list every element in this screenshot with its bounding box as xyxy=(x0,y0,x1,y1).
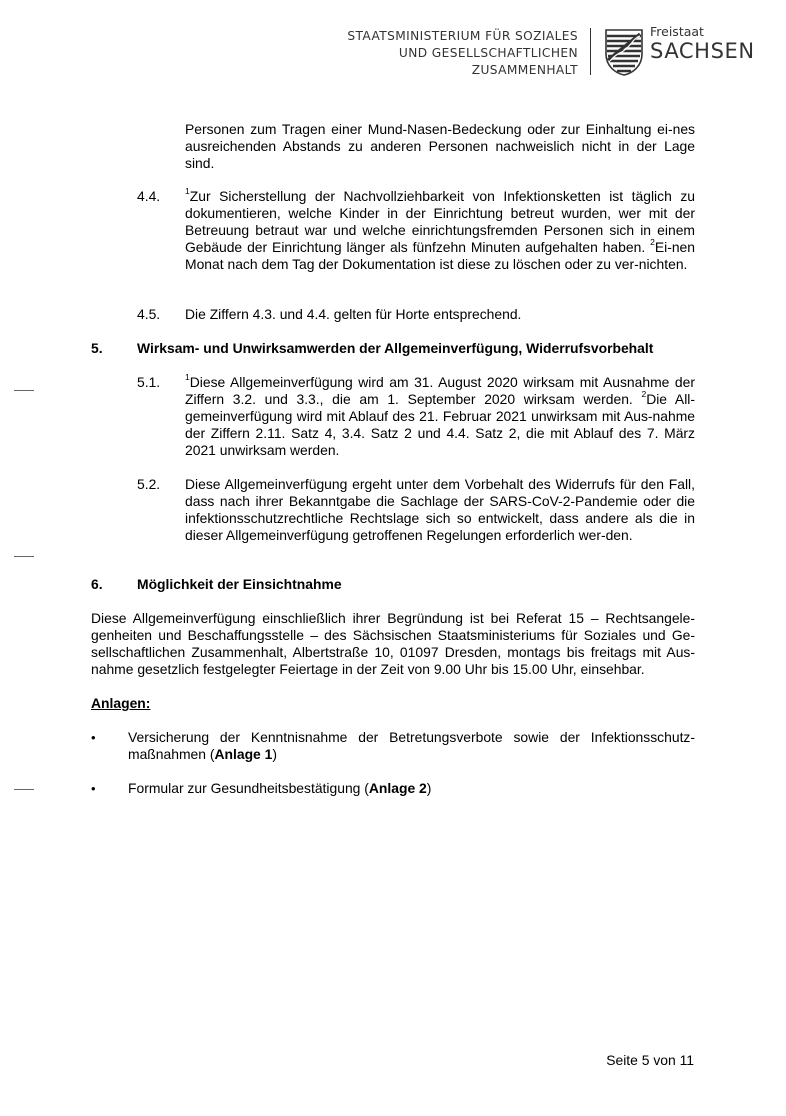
attachments-heading: Anlagen: xyxy=(91,695,151,711)
section-4-4-number: 4.4. xyxy=(137,188,161,204)
section-5-2-number: 5.2. xyxy=(137,476,161,492)
section-4-5-number: 4.5. xyxy=(137,306,161,322)
state-label-big: SACHSEN xyxy=(650,39,755,63)
fold-mark xyxy=(14,556,34,557)
sentence-marker: 1 xyxy=(185,186,190,197)
sentence-marker: 2 xyxy=(641,389,647,400)
ministry-name xyxy=(347,28,578,79)
section-5-1-sentence-1: Diese Allgemeinverfügung wird am 31. August 2020 wirksam mit Ausnahme der Ziffern 3.2. und 3.3., die am 1. September 2020 wirksam werden. xyxy=(185,374,695,407)
header-divider xyxy=(590,28,591,75)
section-5-2-text: Diese Allgemeinverfügung ergeht unter dem Vorbehalt des Widerrufs für den Fall, dass nach ihrer Bekanntgabe die Sachlage der SARS-CoV-2-Pandemie oder die infektionsschutzrechtliche Rechtslage sich so entwickelt, dass andere als die in dieser Allgemeinverfügung getroffenen Regelungen erforderlich wer-den. xyxy=(185,476,695,543)
ministry-line-2: UND GESELLSCHAFTLICHEN xyxy=(398,46,578,60)
sentence-marker: 1 xyxy=(185,372,190,383)
sentence-marker: 2 xyxy=(650,237,655,248)
page-number: Seite 5 von 11 xyxy=(606,1052,694,1068)
saxony-crest-icon xyxy=(604,28,644,76)
bullet-icon: • xyxy=(91,730,96,745)
attachment-item-1-label: Anlage 1 xyxy=(214,746,273,762)
attachment-item-1-text: Versicherung der Kenntnisnahme der Betretungsverbote sowie der Infektionsschutz-maßnahmen ( xyxy=(128,729,695,762)
ministry-line-3: ZUSAMMENHALT xyxy=(471,63,578,77)
attachment-item-1 xyxy=(128,729,695,763)
fold-mark xyxy=(14,390,34,391)
attachment-item-2 xyxy=(128,780,695,797)
ministry-line-1: STAATSMINISTERIUM FÜR SOZIALES xyxy=(347,29,578,43)
section-5-heading: Wirksam- und Unwirksamwerden der Allgemeinverfügung, Widerrufsvorbehalt xyxy=(137,340,654,356)
section-5-1-number: 5.1. xyxy=(137,374,161,390)
fold-mark xyxy=(14,789,34,790)
section-5-1-text xyxy=(185,374,695,459)
section-5-1-sentence-2: Die All-gemeinverfügung wird mit Ablauf des 21. Februar 2021 unwirksam mit Aus-nahme der Ziffern 2.11. Satz 4, 3.4. Satz 2 und 4.4. Satz 2, die mit Ablauf des 7. März 2021 unwirksam werden. xyxy=(185,391,695,458)
state-wordmark xyxy=(650,25,755,63)
section-6-body: Diese Allgemeinverfügung einschließlich ihrer Begründung ist bei Referat 15 – Rechtsangele-genheiten und Beschaffungsstelle – des Sächsischen Staatsministeriums für Soziales und Ge-sellschaftlichen Zusammenhalt, Albertstraße 10, 01097 Dresden, montags bis freitags mit Aus-nahme gesetzlich festgelegter Feiertage in der Zeit von 9.00 Uhr bis 15.00 Uhr, einsehbar. xyxy=(91,610,695,677)
section-4-4-sentence-1: Zur Sicherstellung der Nachvollziehbarkeit von Infektionsketten ist täglich zu dokumentieren, welche Kinder in der Einrichtung betreut wurden, wer mit der Betreuung betraut war und welche einrichtungsfremden Personen sich in einem Gebäude der Einrichtung länger als fünfzehn Minuten aufgehalten haben. xyxy=(185,188,695,255)
attachment-item-1-close: ) xyxy=(272,746,278,762)
attachment-item-2-close: ) xyxy=(426,780,432,796)
state-label-small: Freistaat xyxy=(650,24,704,39)
attachment-item-2-text: Formular zur Gesundheitsbestätigung ( xyxy=(128,780,369,796)
bullet-icon: • xyxy=(91,781,96,796)
section-4-4-text xyxy=(185,188,695,273)
continuation-paragraph: Personen zum Tragen einer Mund-Nasen-Bedeckung oder zur Einhaltung ei-nes ausreichenden Abstands zu anderen Personen nachweislich nicht in der Lage sind. xyxy=(185,121,695,171)
section-5-number: 5. xyxy=(91,340,103,356)
section-6-heading: Möglichkeit der Einsichtnahme xyxy=(137,576,342,592)
section-6-number: 6. xyxy=(91,576,103,592)
attachment-item-2-label: Anlage 2 xyxy=(368,780,427,796)
section-4-4-sentence-2: Ei-nen Monat nach dem Tag der Dokumentation ist diese zu löschen oder zu ver-nichten. xyxy=(185,239,695,272)
section-4-5-text: Die Ziffern 4.3. und 4.4. gelten für Horte entsprechend. xyxy=(185,306,522,322)
